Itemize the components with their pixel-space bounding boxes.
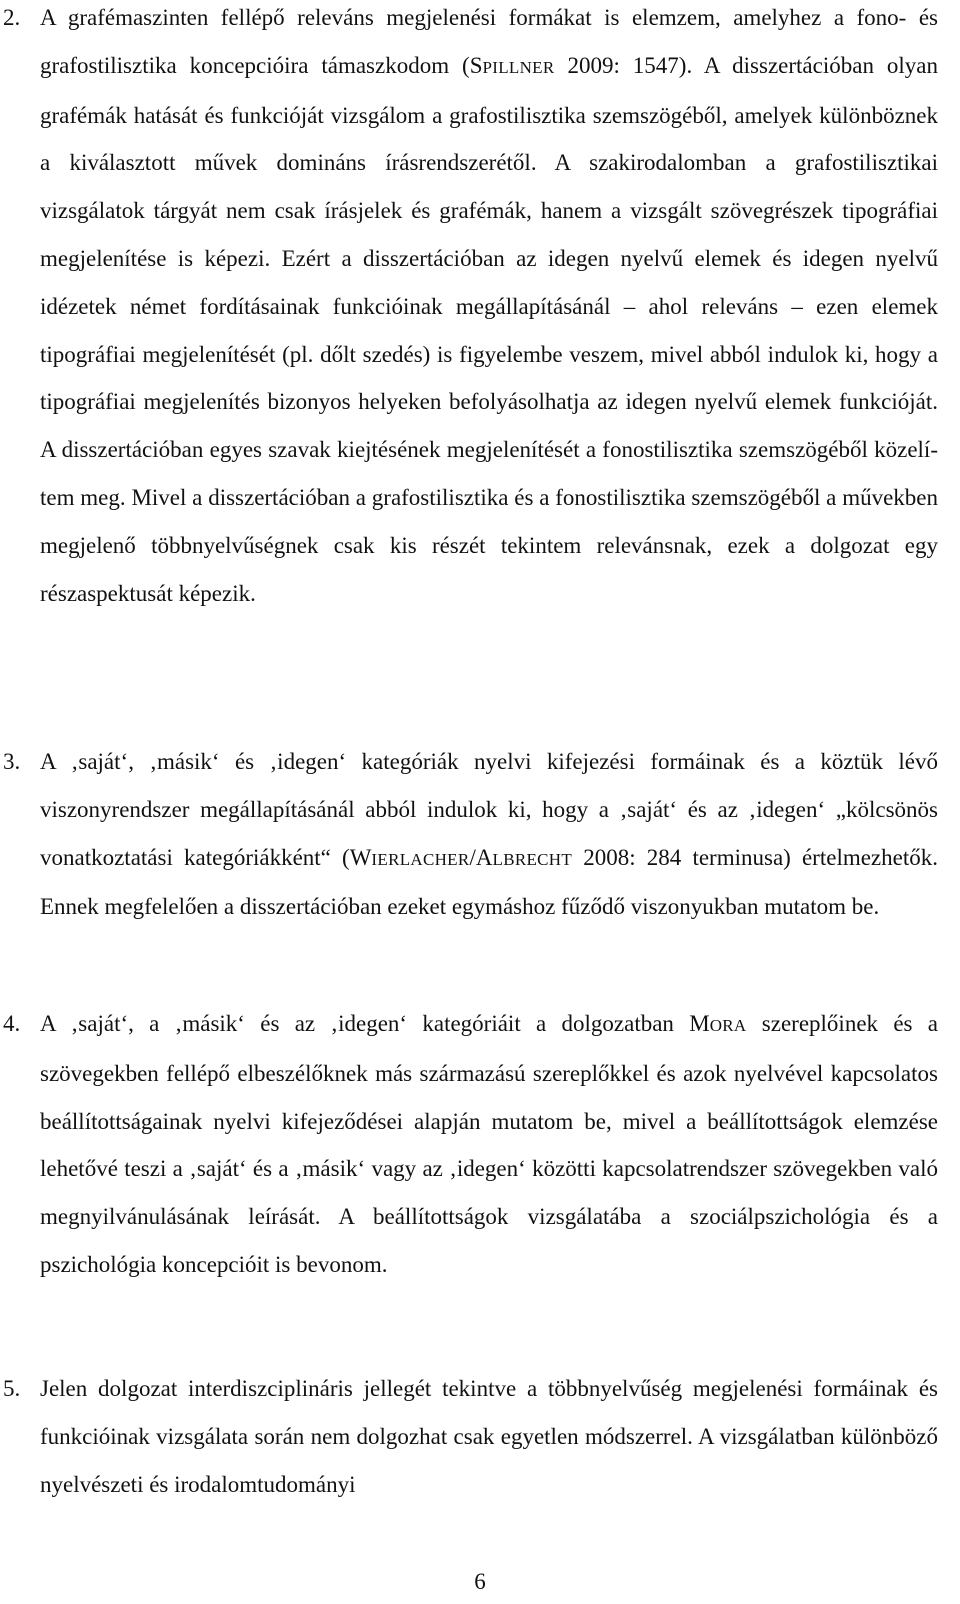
list-item-text bbox=[40, 1365, 938, 1508]
list-item-text bbox=[40, 0, 938, 617]
list-item-text bbox=[40, 1000, 938, 1289]
text-segment: 2009: 1547). A disszertációban olyan grafémák hatását és funkcióját vizsgálom a grafostilisztika szemszögéből, amelyek különböznek a kiválasztott művek domináns írásrendszerétől. A szakirodalomban a grafostilisztikai vizsgálatok tárgyát nem csak írásjelek és grafémák, hanem a vizsgált szövegrészek tipográfiai megjelenítése is képezi. Ezért a disszertációban az idegen nyelvű elemek és idegen nyelvű idézetek német fordításainak funkcióinak megállapításánál – ahol releváns – ezen elemek tipográfiai megjelenítését (pl. dőlt szedés) is figyelembe veszem, mivel abból indulok ki, hogy a tipográfiai megjelenítés bizonyos helyeken befolyásolhatja az idegen nyelvű elemek funkcióját. A disszertációban egyes szavak kiejtésének megjelenítését a fonostilisztika szemszögéből közelítem meg. Mivel a disszertációban a grafostilisztika és a fonostilisztika szemszögéből a művekben megjelenő többnyelvűségnek csak kis részét tekintem relevánsnak, ezek a dolgozat egy részaspektusát képezik. bbox=[40, 52, 938, 606]
text-segment: A grafémaszinten fellépő releváns megjelenési formákat is elemzem, amelyhez a fono- és grafostilisztika koncepcióira támaszkodom (S bbox=[40, 5, 938, 78]
page-number: 6 bbox=[474, 1569, 486, 1594]
text-segment: 2008: 284 terminusa) értelmezhetők. Ennek megfelelően a disszertációban ezeket egymáshoz fűződő viszonyukban mutatom be. bbox=[40, 844, 938, 920]
list-item-number: 3. bbox=[3, 749, 21, 774]
author-name-smallcaps: IERLACHER bbox=[371, 849, 470, 869]
list-item-number: 4. bbox=[3, 1011, 21, 1036]
text-segment: szereplőinek és a szövegekben fellépő elbeszélőknek más származású szereplőkkel és azok nyelvével kapcsolatos beállítottságainak nyelvi kifejeződései alapján mutatom be, mivel a beállítottságok elemzése lehetővé teszi a ‚saját‘ és a ‚másik‘ vagy az ‚idegen‘ közötti kapcsolatrendszer szövegekben való megnyilvánulásának leírását. A beállítottságok vizsgálatába a szociálpszichológia és a pszichológia koncepcióit is bevonom. bbox=[40, 1011, 939, 1277]
text-segment: A ‚saját‘, a ‚másik‘ és az ‚idegen‘ kategóriáit a dolgozatban M bbox=[40, 1011, 710, 1036]
text-segment: Jelen dolgozat interdiszciplináris jellegét tekintve a többnyelvűség megjelenési formáinak és funkcióinak vizsgálata során nem dolgozhat csak egyetlen módszerrel. A vizsgálatban különböző nyelvészeti és irodalomtudományi bbox=[40, 1376, 938, 1497]
list-item-number: 2. bbox=[3, 5, 21, 30]
author-name-smallcaps: PILLNER bbox=[482, 57, 555, 77]
list-item-text bbox=[40, 738, 938, 931]
list-item-number: 5. bbox=[3, 1376, 21, 1401]
text-segment: /A bbox=[469, 844, 493, 870]
text-segment: A ‚saját‘, ‚másik‘ és ‚idegen‘ kategóriák nyelvi kifejezési formáinak és a köztük lévő viszonyrendszer megállapításánál abból indulok ki, hogy a ‚saját‘ és az ‚idegen‘ „kölcsönös vonatkoztatási kategóriákként“ (W bbox=[40, 749, 938, 870]
author-name-smallcaps: LBRECHT bbox=[492, 849, 573, 869]
author-name-smallcaps: ORA bbox=[709, 1016, 747, 1035]
